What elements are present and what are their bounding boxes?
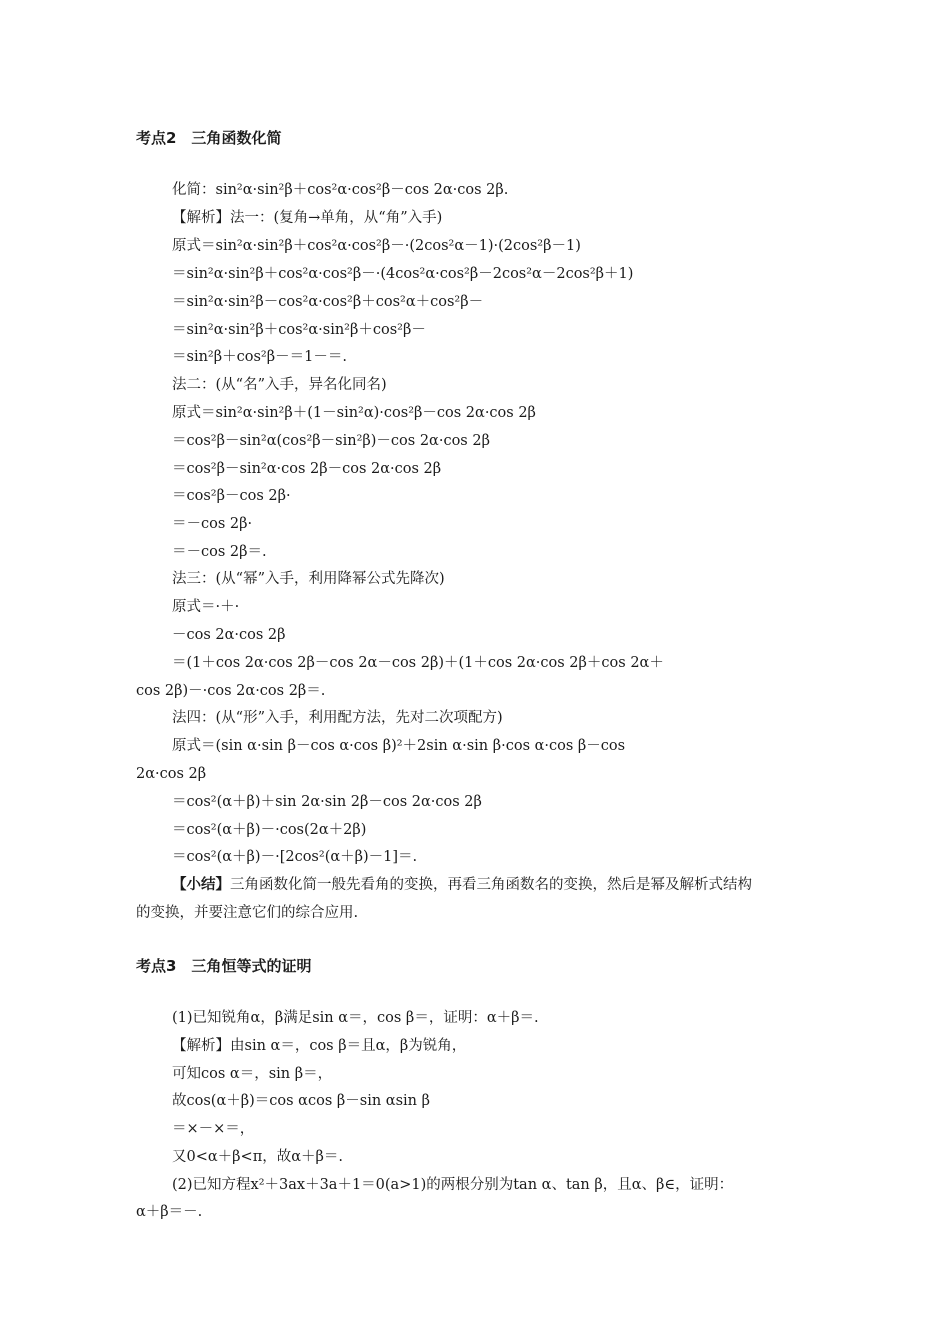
solution-line: ＝cos²(α＋β)＋sin 2α·sin 2β－cos 2α·cos 2β: [172, 794, 482, 810]
section2-heading: 考点2 三角函数化简: [136, 129, 282, 147]
solution-method2-title: 法二：(从“名”入手，异名化同名): [172, 377, 387, 393]
solution-line: ＝(1＋cos 2α·cos 2β－cos 2α－cos 2β)＋(1＋cos 2α·cos 2β＋cos 2α＋: [172, 655, 664, 671]
solution-line: cos 2β)－·cos 2α·cos 2β＝.: [136, 683, 326, 699]
summary-line: [172, 875, 752, 895]
solution-line: 【解析】由sin α＝，cos β＝且α，β为锐角，: [172, 1038, 467, 1054]
solution-line: ＝－cos 2β·: [172, 516, 253, 532]
solution-line: 原式＝sin²α·sin²β＋(1－sin²α)·cos²β－cos 2α·cos 2β: [172, 405, 536, 421]
solution-line: ＝cos²(α＋β)－·cos(2α＋2β): [172, 822, 367, 838]
solution-line: ＝－cos 2β＝.: [172, 544, 267, 560]
solution-line: ＝cos²β－sin²α·cos 2β－cos 2α·cos 2β: [172, 461, 442, 477]
solution-method3-title: 法三：(从“幂”入手，利用降幂公式先降次): [172, 571, 445, 587]
solution-method1-title: 【解析】法一：(复角→单角，从“角”入手): [172, 210, 443, 226]
solution-line: 原式＝sin²α·sin²β＋cos²α·cos²β－·(2cos²α－1)·(2cos²β－1): [172, 238, 581, 254]
solution-line: ＝sin²α·sin²β＋cos²α·cos²β－·(4cos²α·cos²β－2cos²α－2cos²β＋1): [172, 266, 634, 282]
solution-line: ＝cos²(α＋β)－·[2cos²(α＋β)－1]＝.: [172, 849, 418, 865]
solution-line: ＝sin²α·sin²β＋cos²α·sin²β＋cos²β－: [172, 322, 426, 338]
summary-tag: 【小结】: [172, 876, 230, 893]
solution-line: ＝cos²β－cos 2β·: [172, 488, 291, 504]
solution-line: 原式＝(sin α·sin β－cos α·cos β)²＋2sin α·sin β·cos α·cos β－cos: [172, 738, 626, 754]
solution-line: －cos 2α·cos 2β: [172, 627, 286, 643]
problem-statement: α＋β＝－.: [136, 1204, 203, 1220]
solution-line: ＝sin²α·sin²β－cos²α·cos²β＋cos²α＋cos²β－: [172, 294, 484, 310]
solution-line: 可知cos α＝，sin β＝，: [172, 1066, 333, 1082]
solution-method4-title: 法四：(从“形”入手，利用配方法，先对二次项配方): [172, 710, 503, 726]
solution-line: 2α·cos 2β: [136, 766, 207, 782]
problem-statement: (1)已知锐角α，β满足sin α＝，cos β＝，证明：α＋β＝.: [172, 1010, 539, 1026]
solution-line: ＝cos²β－sin²α(cos²β－sin²β)－cos 2α·cos 2β: [172, 433, 490, 449]
problem-statement: 化简：sin²α·sin²β＋cos²α·cos²β－cos 2α·cos 2β.: [172, 182, 509, 198]
solution-line: ＝×－×＝，: [172, 1121, 255, 1137]
problem-statement: (2)已知方程x²＋3ax＋3a＋1＝0(a>1)的两根分别为tan α、tan β，且α、β∈，证明：: [172, 1177, 734, 1193]
solution-line: 又0<α＋β<π，故α＋β＝.: [172, 1149, 344, 1165]
solution-line: 原式＝·＋·: [172, 599, 240, 615]
solution-line: ＝sin²β＋cos²β－＝1－＝.: [172, 349, 347, 365]
section3-heading: 考点3 三角恒等式的证明: [136, 957, 312, 975]
solution-line: 故cos(α＋β)＝cos αcos β－sin αsin β: [172, 1093, 430, 1109]
summary-text: 三角函数化简一般先看角的变换，再看三角函数名的变换，然后是幂及解析式结构: [230, 877, 752, 893]
summary-line: 的变换，并要注意它们的综合应用.: [136, 905, 359, 921]
